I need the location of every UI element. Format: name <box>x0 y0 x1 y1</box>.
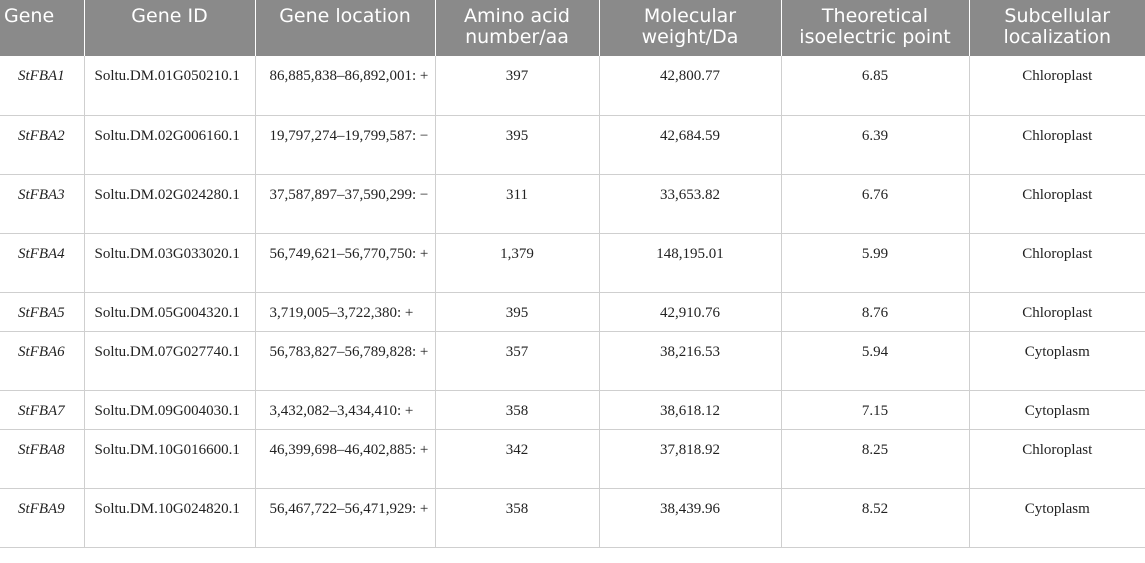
cell-gene-location: 56,749,621–56,770,750: + <box>255 233 435 292</box>
cell-gene: StFBA8 <box>0 429 84 488</box>
cell-molecular-weight: 33,653.82 <box>599 174 781 233</box>
cell-gene-location: 56,783,827–56,789,828: + <box>255 331 435 390</box>
header-molecular-weight: Molecular weight/Da <box>599 0 781 56</box>
cell-isoelectric-point: 6.85 <box>781 56 969 115</box>
cell-gene: StFBA7 <box>0 390 84 429</box>
cell-subcellular-localization: Cytoplasm <box>969 488 1145 547</box>
cell-molecular-weight: 42,800.77 <box>599 56 781 115</box>
cell-gene-id: Soltu.DM.09G004030.1 <box>84 390 255 429</box>
cell-molecular-weight: 37,818.92 <box>599 429 781 488</box>
cell-gene-id: Soltu.DM.05G004320.1 <box>84 292 255 331</box>
cell-gene-location: 37,587,897–37,590,299: − <box>255 174 435 233</box>
cell-molecular-weight: 148,195.01 <box>599 233 781 292</box>
cell-isoelectric-point: 8.76 <box>781 292 969 331</box>
table-row <box>0 56 1145 115</box>
cell-subcellular-localization: Chloroplast <box>969 233 1145 292</box>
cell-subcellular-localization: Cytoplasm <box>969 331 1145 390</box>
cell-gene: StFBA2 <box>0 115 84 174</box>
cell-isoelectric-point: 6.76 <box>781 174 969 233</box>
cell-amino-acid-number: 397 <box>435 56 599 115</box>
table-row <box>0 233 1145 292</box>
header-subcellular-localization: Subcellular localization <box>969 0 1145 56</box>
cell-subcellular-localization: Chloroplast <box>969 429 1145 488</box>
cell-molecular-weight: 38,439.96 <box>599 488 781 547</box>
cell-gene-id: Soltu.DM.07G027740.1 <box>84 331 255 390</box>
cell-gene-location: 3,719,005–3,722,380: + <box>255 292 435 331</box>
cell-amino-acid-number: 395 <box>435 292 599 331</box>
cell-gene: StFBA4 <box>0 233 84 292</box>
cell-molecular-weight: 42,910.76 <box>599 292 781 331</box>
cell-subcellular-localization: Chloroplast <box>969 56 1145 115</box>
table-row <box>0 390 1145 429</box>
cell-gene-location: 3,432,082–3,434,410: + <box>255 390 435 429</box>
table-row <box>0 331 1145 390</box>
cell-gene: StFBA9 <box>0 488 84 547</box>
header-gene: Gene <box>0 0 84 56</box>
cell-amino-acid-number: 358 <box>435 488 599 547</box>
cell-gene: StFBA3 <box>0 174 84 233</box>
table-row <box>0 292 1145 331</box>
cell-amino-acid-number: 358 <box>435 390 599 429</box>
cell-gene-location: 56,467,722–56,471,929: + <box>255 488 435 547</box>
table-row <box>0 174 1145 233</box>
table-header <box>0 0 1145 56</box>
cell-amino-acid-number: 1,379 <box>435 233 599 292</box>
cell-isoelectric-point: 5.94 <box>781 331 969 390</box>
cell-gene-id: Soltu.DM.02G024280.1 <box>84 174 255 233</box>
cell-gene-id: Soltu.DM.10G024820.1 <box>84 488 255 547</box>
cell-gene-location: 19,797,274–19,799,587: − <box>255 115 435 174</box>
header-isoelectric-point: Theoretical isoelectric point <box>781 0 969 56</box>
cell-amino-acid-number: 395 <box>435 115 599 174</box>
header-amino-acid-number: Amino acid number/aa <box>435 0 599 56</box>
cell-gene-id: Soltu.DM.02G006160.1 <box>84 115 255 174</box>
table-row <box>0 429 1145 488</box>
cell-subcellular-localization: Chloroplast <box>969 115 1145 174</box>
cell-amino-acid-number: 311 <box>435 174 599 233</box>
table-row <box>0 115 1145 174</box>
cell-isoelectric-point: 5.99 <box>781 233 969 292</box>
cell-molecular-weight: 42,684.59 <box>599 115 781 174</box>
cell-isoelectric-point: 6.39 <box>781 115 969 174</box>
cell-subcellular-localization: Chloroplast <box>969 174 1145 233</box>
cell-amino-acid-number: 357 <box>435 331 599 390</box>
table-body <box>0 56 1145 547</box>
cell-molecular-weight: 38,216.53 <box>599 331 781 390</box>
cell-gene-id: Soltu.DM.01G050210.1 <box>84 56 255 115</box>
cell-isoelectric-point: 7.15 <box>781 390 969 429</box>
cell-gene: StFBA6 <box>0 331 84 390</box>
cell-isoelectric-point: 8.52 <box>781 488 969 547</box>
cell-gene-id: Soltu.DM.10G016600.1 <box>84 429 255 488</box>
header-row <box>0 0 1145 56</box>
cell-subcellular-localization: Chloroplast <box>969 292 1145 331</box>
cell-subcellular-localization: Cytoplasm <box>969 390 1145 429</box>
cell-gene: StFBA1 <box>0 56 84 115</box>
header-gene-id: Gene ID <box>84 0 255 56</box>
cell-amino-acid-number: 342 <box>435 429 599 488</box>
cell-gene-location: 86,885,838–86,892,001: + <box>255 56 435 115</box>
cell-molecular-weight: 38,618.12 <box>599 390 781 429</box>
cell-gene: StFBA5 <box>0 292 84 331</box>
header-gene-location: Gene location <box>255 0 435 56</box>
cell-gene-id: Soltu.DM.03G033020.1 <box>84 233 255 292</box>
table-row <box>0 488 1145 547</box>
cell-isoelectric-point: 8.25 <box>781 429 969 488</box>
cell-gene-location: 46,399,698–46,402,885: + <box>255 429 435 488</box>
